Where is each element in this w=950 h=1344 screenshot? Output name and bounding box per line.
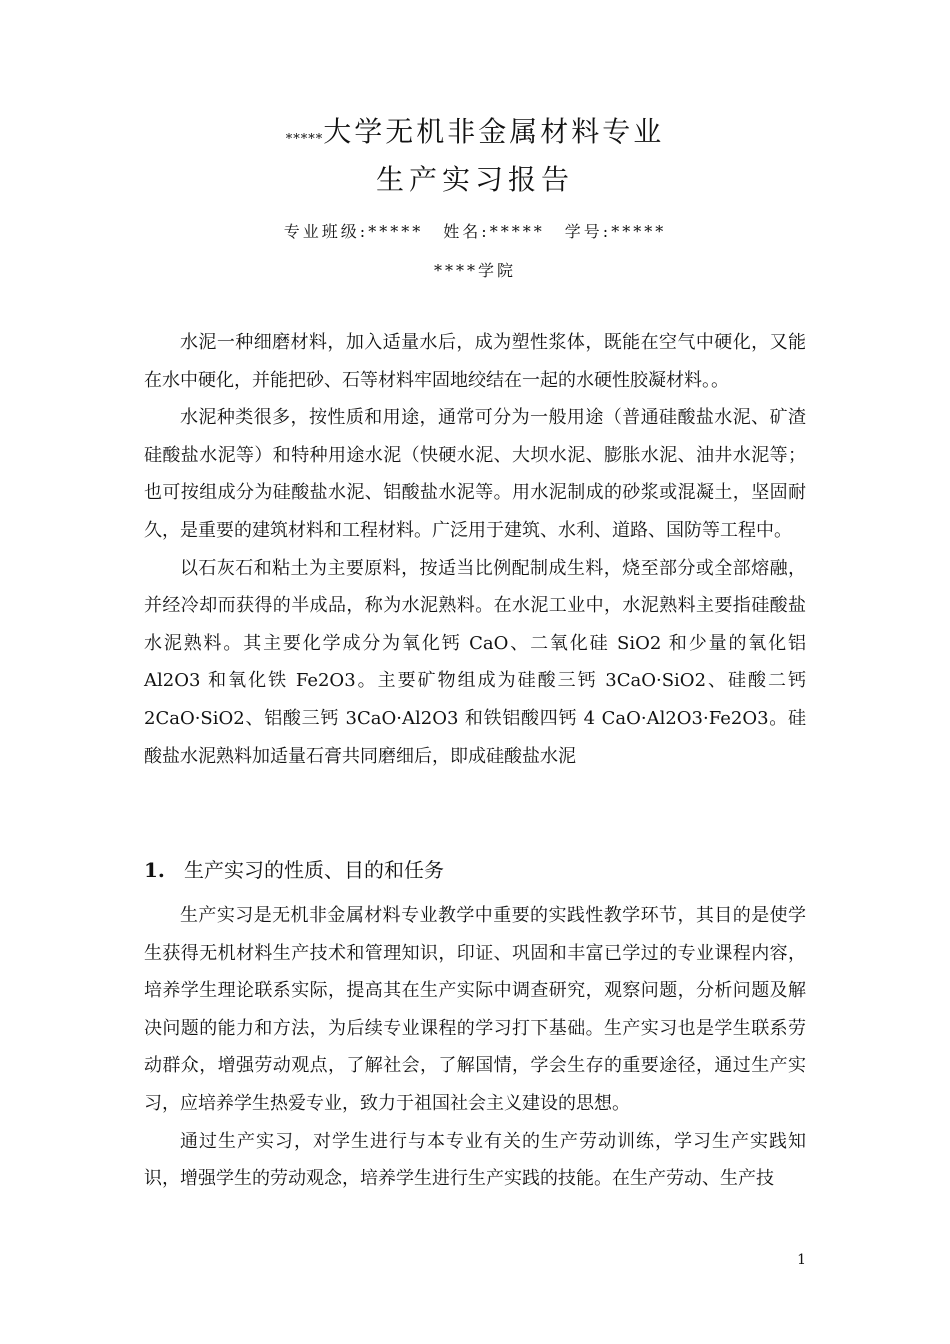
student-info <box>0 219 950 245</box>
report-title-line1 <box>0 112 950 160</box>
page-number: 1 <box>797 1252 806 1268</box>
intro-section <box>144 324 806 775</box>
title-redacted-prefix: ***** <box>285 132 324 147</box>
intro-paragraph: 以石灰石和粘土为主要原料，按适当比例配制成生料，烧至部分或全部熔融，并经冷却而获得的半成品，称为水泥熟料。在水泥工业中，水泥熟料主要指硅酸盐水泥熟料。其主要化学成分为氧化钙 CaO、二氧化硅 SiO2 和少量的氧化铝 Al2O3 和氧化铁 Fe2O3。主要矿物组成为硅酸三钙 3CaO·SiO2、硅酸二钙 2CaO·SiO2、铝酸三钙 3CaO·Al2O3 和铁铝酸四钙 4 CaO·Al2O3·Fe2O3。硅酸盐水泥熟料加适量石膏共同磨细后，即成硅酸盐水泥 <box>144 557 806 767</box>
report-title-line2: 生产实习报告 <box>375 163 574 196</box>
section-heading <box>144 852 806 888</box>
intro-paragraph: 水泥一种细磨材料，加入适量水后，成为塑性浆体，既能在空气中硬化，又能在水中硬化，并能把砂、石等材料牢固地绞结在一起的水硬性胶凝材料。。 <box>144 332 806 391</box>
student-id: 学号:***** <box>564 222 667 241</box>
section-number: 1. <box>144 858 165 882</box>
section-title: 生产实习的性质、目的和任务 <box>184 858 444 882</box>
intro-paragraph: 水泥种类很多，按性质和用途，通常可分为一般用途（普通硅酸盐水泥、矿渣硅酸盐水泥等）和特种用途水泥（快硬水泥、大坝水泥、膨胀水泥、油井水泥等；也可按组成分为硅酸盐水泥、铝酸盐水泥等。用水泥制成的砂浆或混凝土，坚固耐久，是重要的建筑材料和工程材料。广泛用于建筑、水利、道路、国防等工程中。 <box>144 407 806 541</box>
title-university-major: 大学无机非金属材料专业 <box>323 115 665 148</box>
section1-body <box>144 897 806 1198</box>
student-name: 姓名:***** <box>443 222 545 241</box>
section-paragraph: 通过生产实习，对学生进行与本专业有关的生产劳动训练，学习生产实践知识，增强学生的劳动观念，培养学生进行生产实践的技能。在生产劳动、生产技 <box>144 1130 806 1190</box>
student-class: 专业班级:***** <box>283 222 424 241</box>
college-name: ****学院 <box>433 261 516 280</box>
section-paragraph: 生产实习是无机非金属材料专业教学中重要的实践性教学环节，其目的是使学生获得无机材料生产技术和管理知识，印证、巩固和丰富已学过的专业课程内容，培养学生理论联系实际，提高其在生产实际中调查研究，观察问题，分析问题及解决问题的能力和方法，为后续专业课程的学习打下基础。生产实习也是学生联系劳动群众，增强劳动观点，了解社会，了解国情，学会生存的重要途径，通过生产实习，应培养学生热爱专业，致力于祖国社会主义建设的思想。 <box>144 905 806 1114</box>
